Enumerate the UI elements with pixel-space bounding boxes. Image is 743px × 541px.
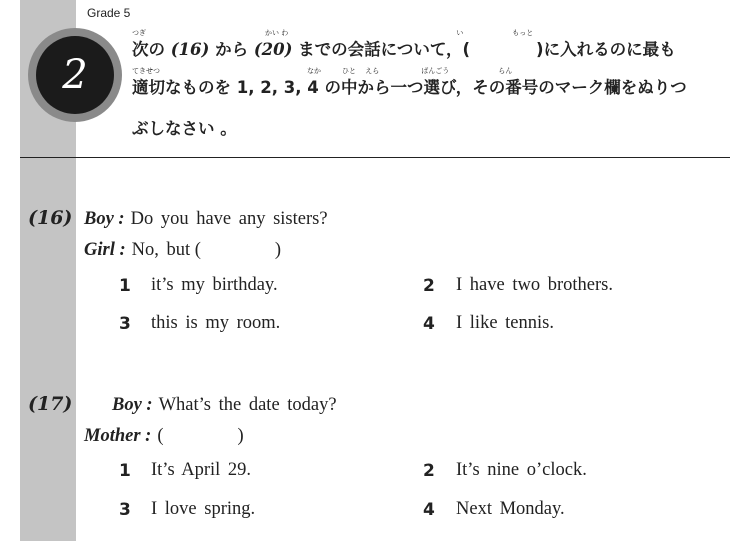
question-range-end: (20)	[253, 40, 293, 59]
dialogue-line	[84, 426, 244, 447]
instruction-ruby-2: てきせつ なか ひと えら ばんごう らん	[132, 67, 513, 75]
instruction-ruby-1: つぎ かい わ い もっと	[132, 29, 534, 37]
answer-blank-close: )	[274, 240, 282, 260]
speaker-label: Girl :	[84, 240, 126, 260]
answer-blank-open: (	[157, 426, 164, 446]
option-text: I like tennis.	[456, 313, 554, 333]
instruction-text: までの会話について，( )に入れるのに最も	[292, 40, 676, 59]
question-range-start: (16)	[170, 40, 210, 59]
option-text: I have two brothers.	[456, 275, 613, 295]
dialogue-line	[112, 395, 337, 416]
dialogue-text: What’s the date today?	[158, 395, 337, 415]
instruction-text: から	[209, 40, 254, 59]
option-text: I love spring.	[151, 499, 256, 519]
answer-blank-close: )	[237, 426, 244, 446]
dialogue-line	[84, 240, 281, 261]
option-text: It’s nine o’clock.	[456, 460, 587, 480]
option-number: 3	[119, 314, 131, 334]
option-number: 2	[423, 461, 435, 481]
speaker-label: Mother :	[84, 426, 152, 446]
instruction-line-3: ぶしなさい 。	[132, 119, 237, 138]
dialogue-text: Do you have any sisters?	[130, 209, 328, 229]
answer-blank-open: (	[194, 240, 201, 260]
option-number: 4	[423, 314, 435, 334]
instruction-line-2: 適切なものを 1, 2, 3, 4 の中から一つ選び，その番号のマーク欄をぬりつ	[132, 78, 687, 97]
option-text: it’s my birthday.	[151, 275, 278, 295]
option-text: this is my room.	[151, 313, 281, 333]
option-text: Next Monday.	[456, 499, 565, 519]
dialogue-line	[84, 209, 328, 230]
section-number-badge: 2	[36, 36, 114, 114]
instruction-text: 次の	[132, 40, 171, 59]
option-number: 4	[423, 500, 435, 520]
option-number: 1	[119, 276, 131, 296]
dialogue-text: No, but	[131, 240, 191, 260]
grade-label: Grade 5	[87, 6, 131, 20]
question-number: (16)	[28, 207, 73, 229]
option-text: It’s April 29.	[151, 460, 252, 480]
section-divider	[20, 157, 730, 158]
speaker-label: Boy :	[84, 209, 125, 229]
speaker-label: Boy :	[112, 395, 153, 415]
option-number: 1	[119, 461, 131, 481]
option-number: 3	[119, 500, 131, 520]
instruction-line-1	[132, 36, 737, 60]
option-number: 2	[423, 276, 435, 296]
question-number: (17)	[28, 393, 73, 415]
